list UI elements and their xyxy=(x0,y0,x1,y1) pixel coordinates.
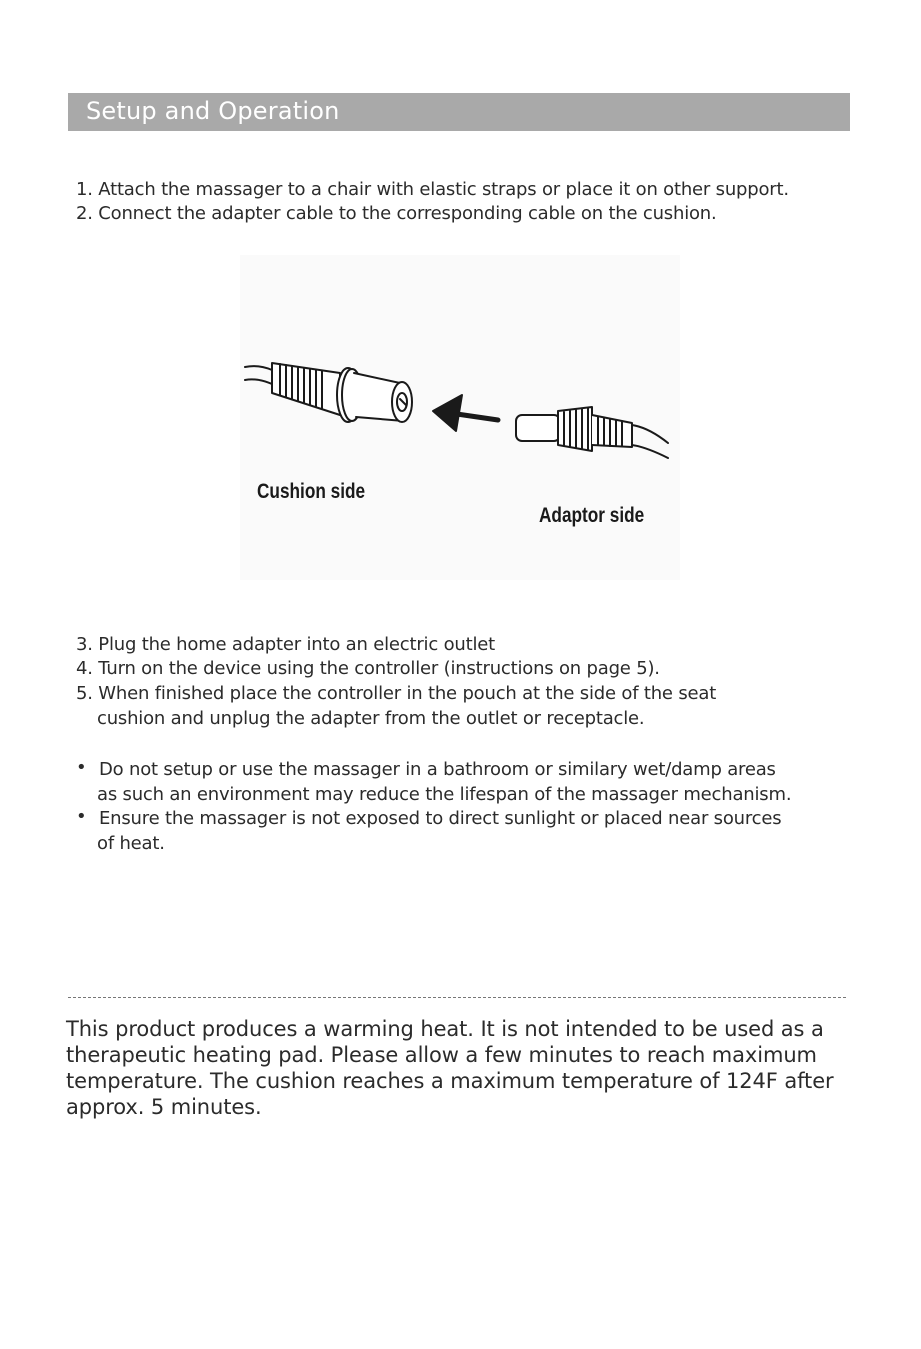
step-2: 2. Connect the adapter cable to the corresponding cable on the cushion. xyxy=(76,203,717,224)
step-3: 3. Plug the home adapter into an electric outlet xyxy=(76,634,495,655)
step-5-continued: cushion and unplug the adapter from the outlet or receptacle. xyxy=(97,708,645,729)
bullet-dot: • xyxy=(76,806,87,827)
dashed-divider xyxy=(68,997,846,998)
step-4: 4. Turn on the device using the controller (instructions on page 5). xyxy=(76,658,660,679)
cable-connection-illustration xyxy=(240,255,680,580)
warning-2-line-1: Ensure the massager is not exposed to direct sunlight or placed near sources xyxy=(99,808,782,829)
section-title: Setup and Operation xyxy=(86,97,340,125)
warning-2-line-2: of heat. xyxy=(97,833,165,854)
step-5: 5. When finished place the controller in the pouch at the side of the seat xyxy=(76,683,717,704)
bullet-dot: • xyxy=(76,757,87,778)
heat-note: This product produces a warming heat. It is not intended to be used as a therapeutic heating pad. Please allow a few minutes to reach maximum temperature. The cushion reaches a maximum temperature of 124F after approx. 5 minutes. xyxy=(66,1017,834,1119)
warning-1-line-2: as such an environment may reduce the lifespan of the massager mechanism. xyxy=(97,784,792,805)
section-header-bar xyxy=(68,93,850,131)
cushion-side-label: Cushion side xyxy=(257,480,366,503)
adaptor-side-label: Adaptor side xyxy=(539,504,645,527)
step-1: 1. Attach the massager to a chair with elastic straps or place it on other support. xyxy=(76,179,789,200)
warning-1-line-1: Do not setup or use the massager in a bathroom or similary wet/damp areas xyxy=(99,759,776,780)
cable-connector-drawing xyxy=(240,255,680,580)
